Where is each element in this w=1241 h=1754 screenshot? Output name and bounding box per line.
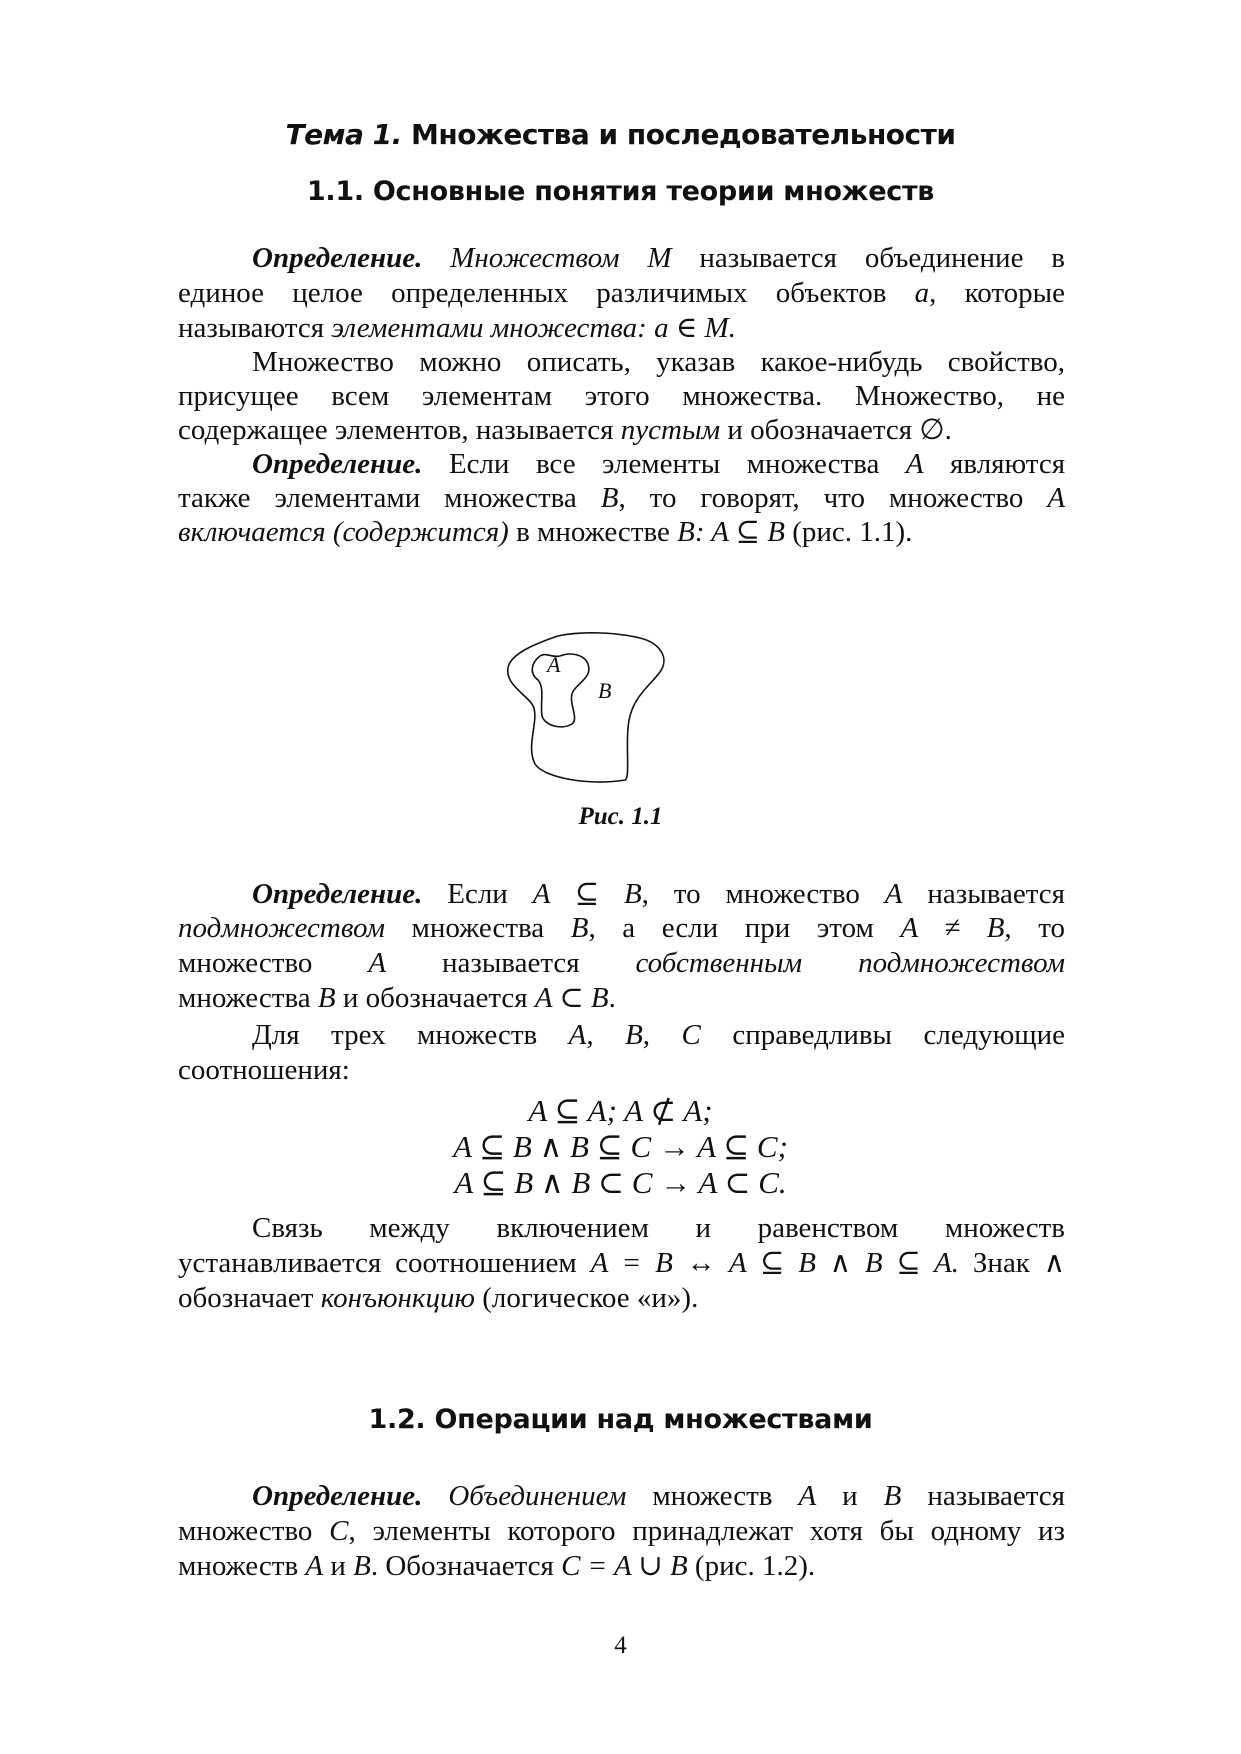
variable: A bbox=[368, 947, 387, 979]
paragraph-line: соотношения: bbox=[178, 1054, 350, 1086]
paragraph-line bbox=[178, 980, 1065, 1016]
variable: A bbox=[305, 1550, 324, 1582]
text: называется bbox=[441, 947, 580, 979]
text: и bbox=[330, 1550, 346, 1582]
paragraph-line bbox=[178, 1017, 1065, 1053]
text: и bbox=[842, 1480, 858, 1512]
text: также элементами множества bbox=[178, 482, 577, 514]
text: и обозначается bbox=[342, 982, 528, 1014]
term: конъюнкцию bbox=[320, 1282, 475, 1314]
term: пустым bbox=[620, 414, 721, 446]
text: устанавливается соотношением bbox=[178, 1247, 577, 1279]
variable: A bbox=[1047, 482, 1066, 514]
page-number: 4 bbox=[614, 1632, 627, 1659]
paragraph-line bbox=[178, 240, 1065, 276]
text: в множестве bbox=[516, 516, 670, 548]
figure-caption: Рис. 1.1 bbox=[578, 803, 663, 830]
paragraph-line bbox=[178, 1245, 1065, 1281]
paragraph-line bbox=[178, 310, 1065, 346]
term: элементами множества: a ∈ M. bbox=[331, 312, 736, 344]
definition-label: Определение. bbox=[252, 878, 423, 910]
text: , а если при этом bbox=[588, 912, 874, 944]
relation: A ⊆ B bbox=[532, 878, 642, 910]
text: (рис. 1.2). bbox=[694, 1550, 816, 1582]
paragraph-line bbox=[178, 1513, 1065, 1549]
text: и обозначается ∅. bbox=[727, 414, 952, 446]
set-b-label: B bbox=[598, 678, 612, 703]
text: Для трех множеств bbox=[252, 1019, 538, 1051]
text: называется объединение в bbox=[699, 242, 1065, 274]
variable: A bbox=[798, 1480, 817, 1512]
variable: A bbox=[905, 448, 924, 480]
text: множества bbox=[178, 982, 311, 1014]
variable: B bbox=[600, 482, 619, 514]
paragraph-line bbox=[178, 1548, 1065, 1584]
variables: A, B, C bbox=[568, 1019, 701, 1051]
term: подмножеством bbox=[178, 912, 385, 944]
paragraph-line bbox=[178, 514, 1065, 550]
text: множество bbox=[178, 947, 313, 979]
section-1-2-title: 1.2. Операции над множествами bbox=[368, 1404, 873, 1435]
variable: B bbox=[883, 1480, 902, 1512]
text: , то говорят, что множество bbox=[618, 482, 1024, 514]
relation: A ≠ B bbox=[900, 912, 1005, 944]
text: справедливы следующие bbox=[732, 1019, 1065, 1051]
text: , которые bbox=[929, 277, 1065, 309]
text: . bbox=[608, 982, 616, 1014]
text: , то множество bbox=[641, 878, 860, 910]
term: собственным bbox=[635, 947, 803, 979]
definition-label: Определение. bbox=[252, 1480, 423, 1512]
paragraph-line bbox=[178, 910, 1065, 946]
paragraph-line bbox=[178, 876, 1065, 912]
paragraph-line: присущее всем элементам этого множества. Множество, не bbox=[178, 380, 1065, 412]
text: множеств bbox=[652, 1480, 773, 1512]
variable: B bbox=[317, 982, 336, 1014]
text: множеств bbox=[178, 1550, 299, 1582]
text: Если bbox=[447, 878, 508, 910]
text: Если все элементы множества bbox=[448, 448, 880, 480]
variable: a bbox=[914, 277, 930, 309]
variable: A bbox=[884, 878, 903, 910]
set-inclusion-diagram bbox=[500, 628, 690, 798]
text: , то bbox=[1004, 912, 1066, 944]
definition-label: Определение. bbox=[252, 242, 423, 274]
text: (логическое «и»). bbox=[482, 1282, 699, 1314]
section-1-1-title: 1.1. Основные понятия теории множеств bbox=[306, 176, 935, 207]
paragraph-line bbox=[178, 945, 1065, 981]
text: являются bbox=[950, 448, 1066, 480]
term: Множеством М bbox=[450, 242, 672, 274]
formula-line: A ⊆ B ∧ B ⊆ C → A ⊆ C; bbox=[453, 1129, 788, 1164]
text: единое целое определенных различимых объектов bbox=[178, 277, 887, 309]
set-a-label: A bbox=[547, 652, 561, 677]
text: множество bbox=[178, 1515, 313, 1547]
text: , элементы которого принадлежат хотя бы одному из bbox=[348, 1515, 1066, 1547]
text: содержащее элементов, называется bbox=[178, 414, 614, 446]
text: называется bbox=[927, 878, 1065, 910]
topic-prefix: Тема 1. bbox=[285, 118, 402, 151]
paragraph-line bbox=[178, 1478, 1065, 1514]
paragraph-line: Связь между включением и равенством множеств bbox=[252, 1212, 1065, 1244]
variable: B bbox=[570, 912, 589, 944]
text: называется bbox=[927, 1480, 1065, 1512]
variable: B bbox=[353, 1550, 371, 1582]
paragraph-line bbox=[178, 412, 1065, 448]
variable: C bbox=[329, 1515, 349, 1547]
text: . Обозначается bbox=[370, 1550, 554, 1582]
paragraph-line bbox=[178, 275, 1065, 311]
set-a-outline bbox=[532, 654, 589, 727]
relation: A ⊂ B bbox=[534, 982, 609, 1014]
text: называются bbox=[178, 312, 325, 344]
text: (рис. 1.1). bbox=[792, 516, 913, 548]
text: обозначает bbox=[178, 1282, 314, 1314]
relation: C = A ∪ B bbox=[561, 1550, 688, 1582]
text: множества bbox=[411, 912, 545, 944]
topic-heading bbox=[0, 118, 1241, 151]
paragraph-line bbox=[178, 480, 1065, 516]
set-b-outline bbox=[508, 633, 664, 782]
paragraph-line: Множество можно описать, указав какое-нибудь свойство, bbox=[252, 346, 1065, 378]
relation: B: A ⊆ B bbox=[677, 516, 785, 548]
topic-title: Множества и последовательности bbox=[411, 118, 956, 151]
inline-formula: A = B ↔ A ⊆ B ∧ B ⊆ A. bbox=[590, 1247, 960, 1279]
text: Знак ∧ bbox=[972, 1247, 1065, 1279]
paragraph-line bbox=[178, 446, 1065, 482]
term: Объединением bbox=[448, 1480, 627, 1512]
term: включается (содержится) bbox=[178, 516, 509, 548]
paragraph-line bbox=[178, 1280, 1065, 1316]
term: подмножеством bbox=[858, 947, 1066, 979]
formula-line: A ⊆ A; A ⊄ A; bbox=[528, 1093, 713, 1128]
formula-line: A ⊆ B ∧ B ⊂ C → A ⊂ C. bbox=[454, 1165, 787, 1200]
definition-label: Определение. bbox=[252, 448, 423, 480]
